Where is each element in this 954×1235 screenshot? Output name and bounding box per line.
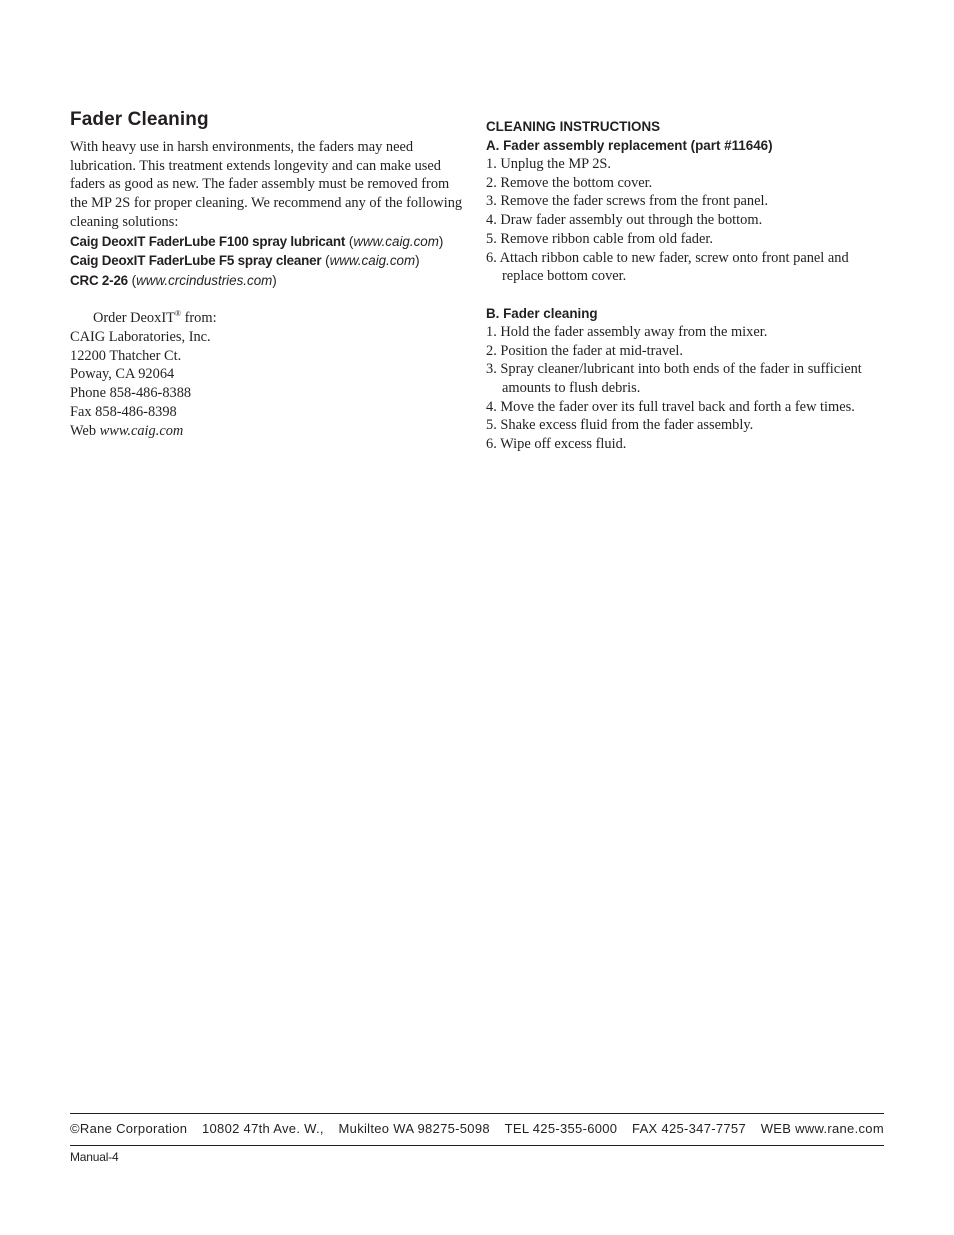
footer-contact <box>70 1120 884 1138</box>
intro-paragraph: With heavy use in harsh environments, the faders may need lubrication. This treatment extends longevity and can make used faders as good as new. The fader assembly must be removed from the MP 2S for proper cleaning. We recommend any of the following cleaning solutions: <box>70 139 463 230</box>
footer-company: ©Rane Corporation <box>70 1121 188 1136</box>
address-line: 12200 Thatcher Ct. <box>70 347 182 364</box>
section-title: Fader Cleaning <box>70 109 209 130</box>
list-item: 6. Attach ribbon cable to new fader, screw onto front panel and replace bottom cover. <box>486 249 849 285</box>
list-item: 3. Spray cleaner/lubricant into both ends of the fader in sufficient amounts to flush debris. <box>486 361 862 397</box>
fax-line: Fax 858-486-8398 <box>70 403 177 420</box>
list-item: 1. Unplug the MP 2S. <box>486 156 611 172</box>
web-line: Web www.caig.com <box>70 422 184 439</box>
list-item: 3. Remove the fader screws from the front panel. <box>486 193 769 210</box>
product-item: Caig DeoxIT FaderLube F5 spray cleaner (www.caig.com) <box>70 253 420 269</box>
address-line: CAIG Laboratories, Inc. <box>70 329 211 346</box>
section-b-title: B. Fader cleaning <box>486 305 598 321</box>
product-url: www.crcindustries.com <box>136 272 273 288</box>
order-address-block <box>70 309 470 440</box>
footer-fax: FAX 425-347-7757 <box>632 1121 746 1136</box>
product-item: Caig DeoxIT FaderLube F100 spray lubricant (www.caig.com) <box>70 233 444 249</box>
list-item: 2. Remove the bottom cover. <box>486 174 653 191</box>
phone-line: Phone 858-486-8388 <box>70 385 192 402</box>
list-item: 2. Position the fader at mid-travel. <box>486 342 684 359</box>
footer-tel: TEL 425-355-6000 <box>504 1121 618 1136</box>
footer-divider-bottom <box>70 1145 884 1146</box>
footer-web: WEB www.rane.com <box>760 1121 884 1136</box>
product-name: Caig DeoxIT FaderLube F5 spray cleaner <box>70 253 322 269</box>
web-url: www.caig.com <box>99 422 184 439</box>
order-intro: Order DeoxIT® from: <box>93 309 217 327</box>
footer-divider-top <box>70 1113 884 1114</box>
section-a-title: A. Fader assembly replacement (part #11646) <box>486 138 773 153</box>
footer-address: 10802 47th Ave. W., <box>202 1121 324 1136</box>
list-item: 5. Remove ribbon cable from old fader. <box>486 230 713 247</box>
right-column <box>486 117 886 454</box>
list-item: 4. Move the fader over its full travel back and forth a few times. <box>486 398 855 415</box>
page-number: Manual-4 <box>70 1150 119 1164</box>
list-item: 5. Shake excess fluid from the fader assembly. <box>486 417 754 434</box>
instructions-heading: CLEANING INSTRUCTIONS <box>486 119 661 134</box>
registered-mark: ® <box>174 309 181 319</box>
product-url: www.caig.com <box>353 233 439 249</box>
left-column <box>70 108 470 440</box>
address-line: Poway, CA 92064 <box>70 366 175 383</box>
list-item: 1. Hold the fader assembly away from the mixer. <box>486 323 768 340</box>
footer-city: Mukilteo WA 98275-5098 <box>338 1121 490 1136</box>
product-url: www.caig.com <box>329 253 416 269</box>
section-b-steps <box>486 323 886 454</box>
list-item: 4. Draw fader assembly out through the bottom. <box>486 212 763 229</box>
list-item: 6. Wipe off excess fluid. <box>486 436 627 453</box>
intro-block <box>70 138 470 440</box>
product-name: Caig DeoxIT FaderLube F100 spray lubricant <box>70 233 346 249</box>
product-name: CRC 2-26 <box>70 272 128 288</box>
section-a-steps <box>486 155 886 286</box>
product-item: CRC 2-26 (www.crcindustries.com) <box>70 272 277 288</box>
